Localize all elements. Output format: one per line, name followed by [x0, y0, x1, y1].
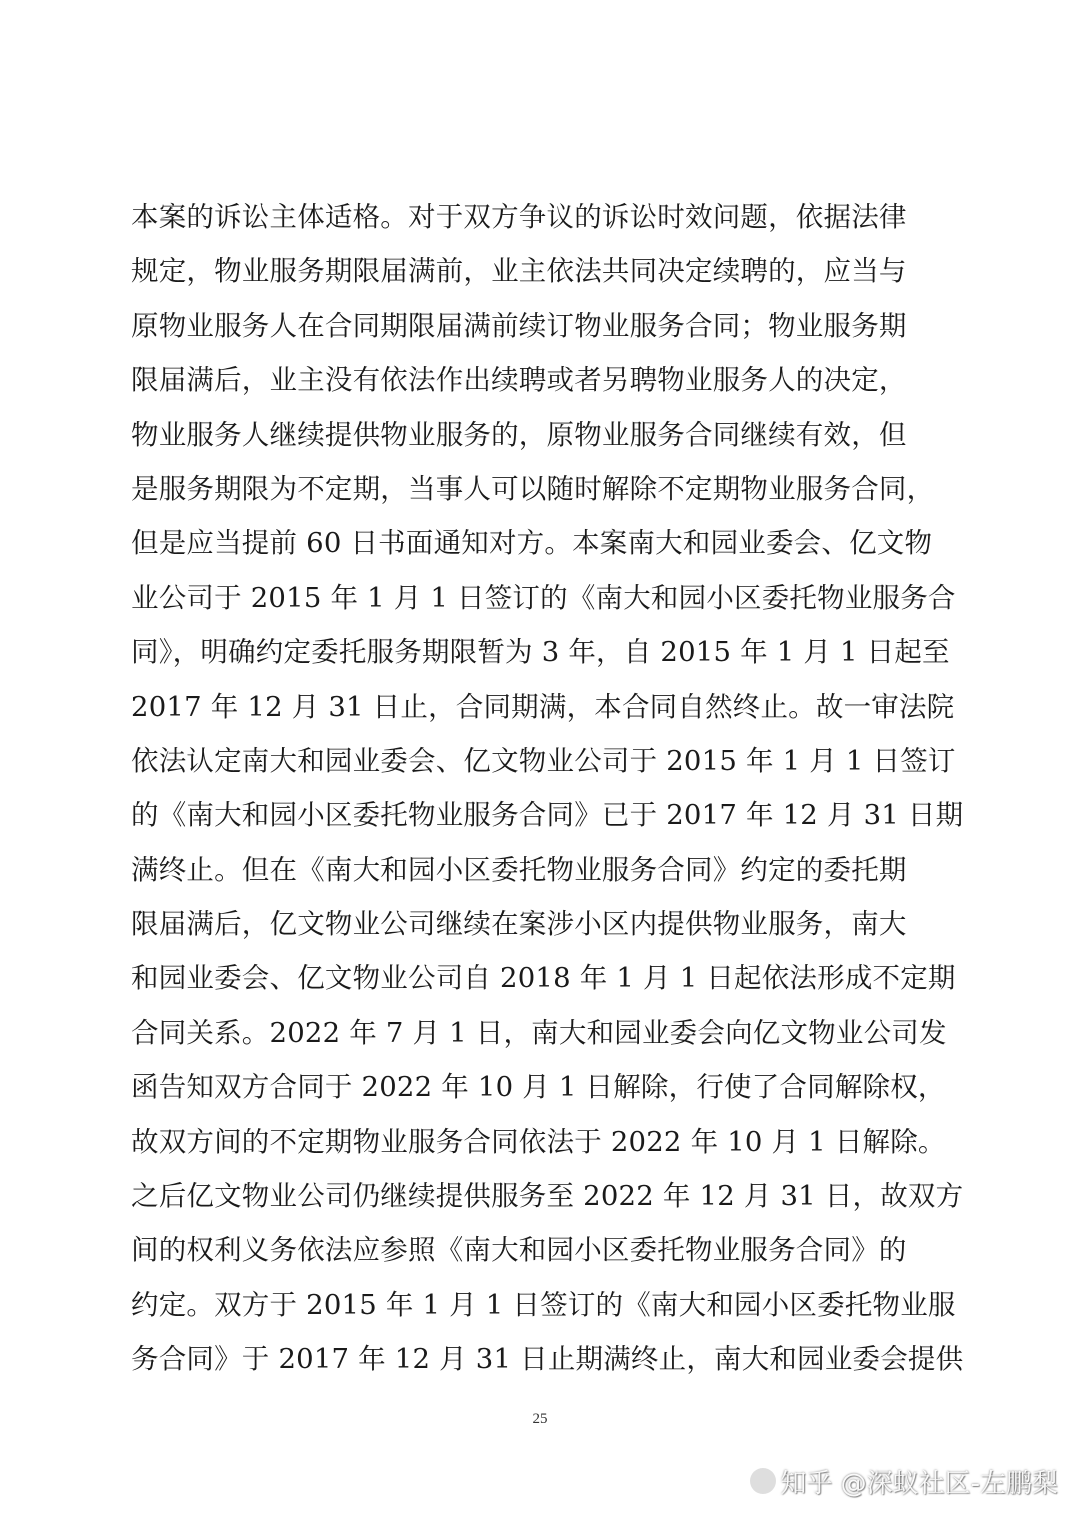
text-line: 原物业服务人在合同期限届满前续订物业服务合同；物业服务期 [131, 309, 907, 342]
text-line: 物业服务人继续提供物业服务的，原物业服务合同继续有效，但 [131, 418, 907, 451]
text-line: 和园业委会、亿文物业公司自 2018 年 1 月 1 日起依法形成不定期 [131, 962, 956, 995]
text-line: 之后亿文物业公司仍继续提供服务至 2022 年 12 月 31 日，故双方 [131, 1180, 964, 1213]
text-line: 务合同》于 2017 年 12 月 31 日止期满终止，南大和园业委会提供 [131, 1343, 964, 1376]
watermark [750, 1464, 1058, 1498]
text-line: 间的权利义务依法应参照《南大和园小区委托物业服务合同》的 [131, 1234, 907, 1267]
text-line: 限届满后，业主没有依法作出续聘或者另聘物业服务人的决定， [131, 364, 907, 397]
text-line: 满终止。但在《南大和园小区委托物业服务合同》约定的委托期 [131, 853, 907, 886]
text-line: 是服务期限为不定期，当事人可以随时解除不定期物业服务合同， [131, 472, 935, 505]
text-line: 同》，明确约定委托服务期限暂为 3 年，自 2015 年 1 月 1 日起至 [131, 636, 950, 669]
text-line: 约定。双方于 2015 年 1 月 1 日签订的《南大和园小区委托物业服 [131, 1288, 956, 1321]
text-line: 合同关系。2022 年 7 月 1 日，南大和园业委会向亿文物业公司发 [131, 1016, 947, 1049]
text-line: 故双方间的不定期物业服务合同依法于 2022 年 10 月 1 日解除。 [131, 1125, 946, 1158]
platform-logo-icon [750, 1468, 776, 1494]
watermark-text: 知乎 @深蚁社区-左鹏梨 [780, 1468, 1058, 1499]
text-line: 业公司于 2015 年 1 月 1 日签订的《南大和园小区委托物业服务合 [131, 581, 956, 614]
text-line: 的《南大和园小区委托物业服务合同》已于 2017 年 12 月 31 日期 [131, 799, 964, 832]
text-line: 函告知双方合同于 2022 年 10 月 1 日解除，行使了合同解除权， [131, 1071, 946, 1104]
text-line: 本案的诉讼主体适格。对于双方争议的诉讼时效问题，依据法律 [131, 201, 907, 233]
text-line: 限届满后，亿文物业公司继续在案涉小区内提供物业服务，南大 [131, 908, 907, 941]
text-line: 但是应当提前 60 日书面通知对方。本案南大和园业委会、亿文物 [131, 527, 933, 560]
text-line: 依法认定南大和园业委会、亿文物业公司于 2015 年 1 月 1 日签订 [131, 744, 956, 777]
text-line: 2017 年 12 月 31 日止，合同期满，本合同自然终止。故一审法院 [131, 690, 955, 723]
body-text [131, 190, 964, 1387]
text-line: 规定，物业服务期限届满前，业主依法共同决定续聘的，应当与 [131, 255, 907, 288]
page-number: 25 [532, 1411, 548, 1427]
